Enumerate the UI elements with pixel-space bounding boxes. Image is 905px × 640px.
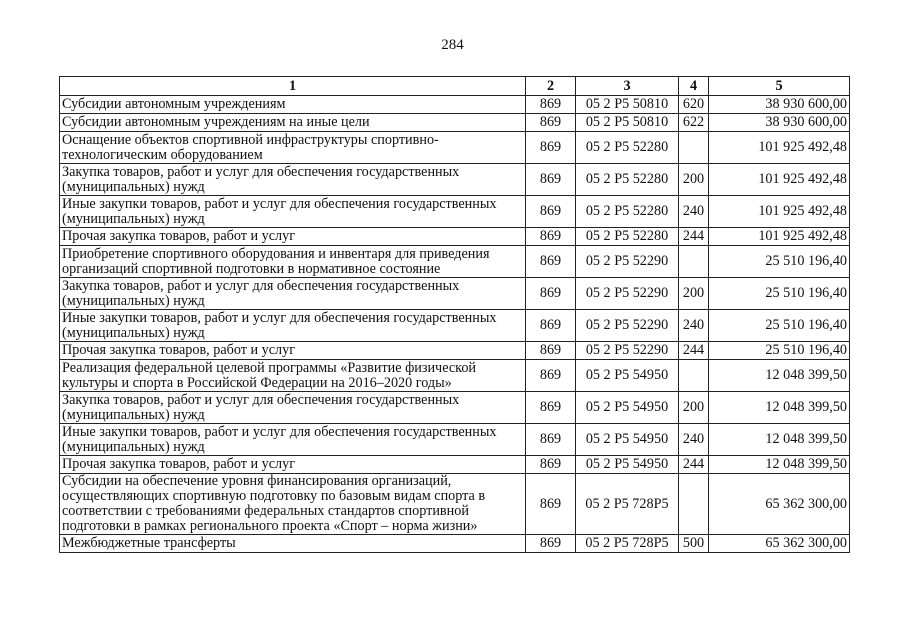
row-vr-cell: 240: [679, 196, 709, 228]
row-sum-cell: 38 930 600,00: [709, 114, 850, 132]
row-csr-cell: 05 2 P5 50810: [576, 114, 679, 132]
table-row: [60, 535, 850, 553]
row-sum-cell: 25 510 196,40: [709, 246, 850, 278]
table-row: [60, 474, 850, 535]
row-sum-cell: 12 048 399,50: [709, 392, 850, 424]
row-csr-cell: 05 2 P5 52280: [576, 132, 679, 164]
row-sum-cell: 101 925 492,48: [709, 228, 850, 246]
row-sum-cell: 65 362 300,00: [709, 535, 850, 553]
row-csr-cell: 05 2 P5 50810: [576, 96, 679, 114]
row-name-cell: Прочая закупка товаров, работ и услуг: [60, 456, 526, 474]
table-row: [60, 96, 850, 114]
row-sum-cell: 101 925 492,48: [709, 196, 850, 228]
table-row: [60, 196, 850, 228]
row-vr-cell: 240: [679, 424, 709, 456]
row-vr-cell: 244: [679, 456, 709, 474]
row-sum-cell: 25 510 196,40: [709, 342, 850, 360]
table-header: [60, 77, 850, 96]
row-vr-cell: 622: [679, 114, 709, 132]
row-code-cell: 869: [526, 196, 576, 228]
row-csr-cell: 05 2 P5 54950: [576, 360, 679, 392]
row-sum-cell: 12 048 399,50: [709, 360, 850, 392]
table-row: [60, 360, 850, 392]
table-row: [60, 310, 850, 342]
row-code-cell: 869: [526, 310, 576, 342]
row-name-cell: Закупка товаров, работ и услуг для обеспечения государственных (муниципальных) нужд: [60, 278, 526, 310]
row-vr-cell: 200: [679, 278, 709, 310]
table-row: [60, 342, 850, 360]
budget-table: [59, 76, 850, 553]
row-code-cell: 869: [526, 424, 576, 456]
header-col-1: 1: [60, 77, 526, 96]
row-csr-cell: 05 2 P5 54950: [576, 392, 679, 424]
row-vr-cell: 240: [679, 310, 709, 342]
row-name-cell: Закупка товаров, работ и услуг для обеспечения государственных (муниципальных) нужд: [60, 164, 526, 196]
row-sum-cell: 101 925 492,48: [709, 132, 850, 164]
row-vr-cell: 200: [679, 392, 709, 424]
row-vr-cell: 244: [679, 228, 709, 246]
row-csr-cell: 05 2 P5 52290: [576, 310, 679, 342]
row-name-cell: Субсидии автономным учреждениям на иные цели: [60, 114, 526, 132]
header-col-4: 4: [679, 77, 709, 96]
row-csr-cell: 05 2 P5 52290: [576, 342, 679, 360]
row-name-cell: Иные закупки товаров, работ и услуг для обеспечения государственных (муниципальных) нужд: [60, 310, 526, 342]
row-name-cell: Прочая закупка товаров, работ и услуг: [60, 342, 526, 360]
row-sum-cell: 25 510 196,40: [709, 310, 850, 342]
row-name-cell: Межбюджетные трансферты: [60, 535, 526, 553]
table-row: [60, 278, 850, 310]
row-name-cell: Иные закупки товаров, работ и услуг для обеспечения государственных (муниципальных) нужд: [60, 196, 526, 228]
row-name-cell: Субсидии на обеспечение уровня финансирования организаций, осуществляющих спортивную подготовку по базовым видам спорта в соответствии с требованиями федеральных стандартов спортивной подготовки в рамках регионального проекта «Спорт – норма жизни»: [60, 474, 526, 535]
row-vr-cell: [679, 360, 709, 392]
row-sum-cell: 12 048 399,50: [709, 456, 850, 474]
row-csr-cell: 05 2 P5 728P5: [576, 535, 679, 553]
row-code-cell: 869: [526, 164, 576, 196]
row-name-cell: Прочая закупка товаров, работ и услуг: [60, 228, 526, 246]
table-body: [60, 96, 850, 553]
row-vr-cell: [679, 246, 709, 278]
row-sum-cell: 12 048 399,50: [709, 424, 850, 456]
row-code-cell: 869: [526, 278, 576, 310]
row-sum-cell: 25 510 196,40: [709, 278, 850, 310]
row-code-cell: 869: [526, 456, 576, 474]
row-csr-cell: 05 2 P5 54950: [576, 424, 679, 456]
row-code-cell: 869: [526, 342, 576, 360]
row-code-cell: 869: [526, 114, 576, 132]
row-csr-cell: 05 2 P5 54950: [576, 456, 679, 474]
row-code-cell: 869: [526, 132, 576, 164]
row-code-cell: 869: [526, 392, 576, 424]
row-csr-cell: 05 2 P5 52280: [576, 164, 679, 196]
row-csr-cell: 05 2 P5 52280: [576, 228, 679, 246]
row-sum-cell: 101 925 492,48: [709, 164, 850, 196]
table-row: [60, 456, 850, 474]
row-vr-cell: 200: [679, 164, 709, 196]
table-row: [60, 114, 850, 132]
header-col-5: 5: [709, 77, 850, 96]
row-csr-cell: 05 2 P5 728P5: [576, 474, 679, 535]
row-csr-cell: 05 2 P5 52290: [576, 246, 679, 278]
row-vr-cell: 244: [679, 342, 709, 360]
row-name-cell: Субсидии автономным учреждениям: [60, 96, 526, 114]
header-col-3: 3: [576, 77, 679, 96]
row-code-cell: 869: [526, 96, 576, 114]
row-vr-cell: [679, 474, 709, 535]
row-csr-cell: 05 2 P5 52280: [576, 196, 679, 228]
row-vr-cell: [679, 132, 709, 164]
row-name-cell: Реализация федеральной целевой программы «Развитие физической культуры и спорта в Российской Федерации на 2016–2020 годы»: [60, 360, 526, 392]
row-csr-cell: 05 2 P5 52290: [576, 278, 679, 310]
row-name-cell: Закупка товаров, работ и услуг для обеспечения государственных (муниципальных) нужд: [60, 392, 526, 424]
row-code-cell: 869: [526, 246, 576, 278]
row-code-cell: 869: [526, 535, 576, 553]
row-name-cell: Оснащение объектов спортивной инфраструктуры спортивно-технологическим оборудованием: [60, 132, 526, 164]
row-name-cell: Иные закупки товаров, работ и услуг для обеспечения государственных (муниципальных) нужд: [60, 424, 526, 456]
page-number: 284: [441, 37, 464, 53]
table-row: [60, 424, 850, 456]
row-code-cell: 869: [526, 474, 576, 535]
row-vr-cell: 620: [679, 96, 709, 114]
row-sum-cell: 65 362 300,00: [709, 474, 850, 535]
row-name-cell: Приобретение спортивного оборудования и инвентаря для приведения организаций спортивной подготовки в нормативное состояние: [60, 246, 526, 278]
row-code-cell: 869: [526, 228, 576, 246]
header-col-2: 2: [526, 77, 576, 96]
row-code-cell: 869: [526, 360, 576, 392]
table-row: [60, 246, 850, 278]
row-sum-cell: 38 930 600,00: [709, 96, 850, 114]
row-vr-cell: 500: [679, 535, 709, 553]
header-row: [60, 77, 850, 96]
table-row: [60, 132, 850, 164]
table-row: [60, 228, 850, 246]
table-row: [60, 392, 850, 424]
table-row: [60, 164, 850, 196]
